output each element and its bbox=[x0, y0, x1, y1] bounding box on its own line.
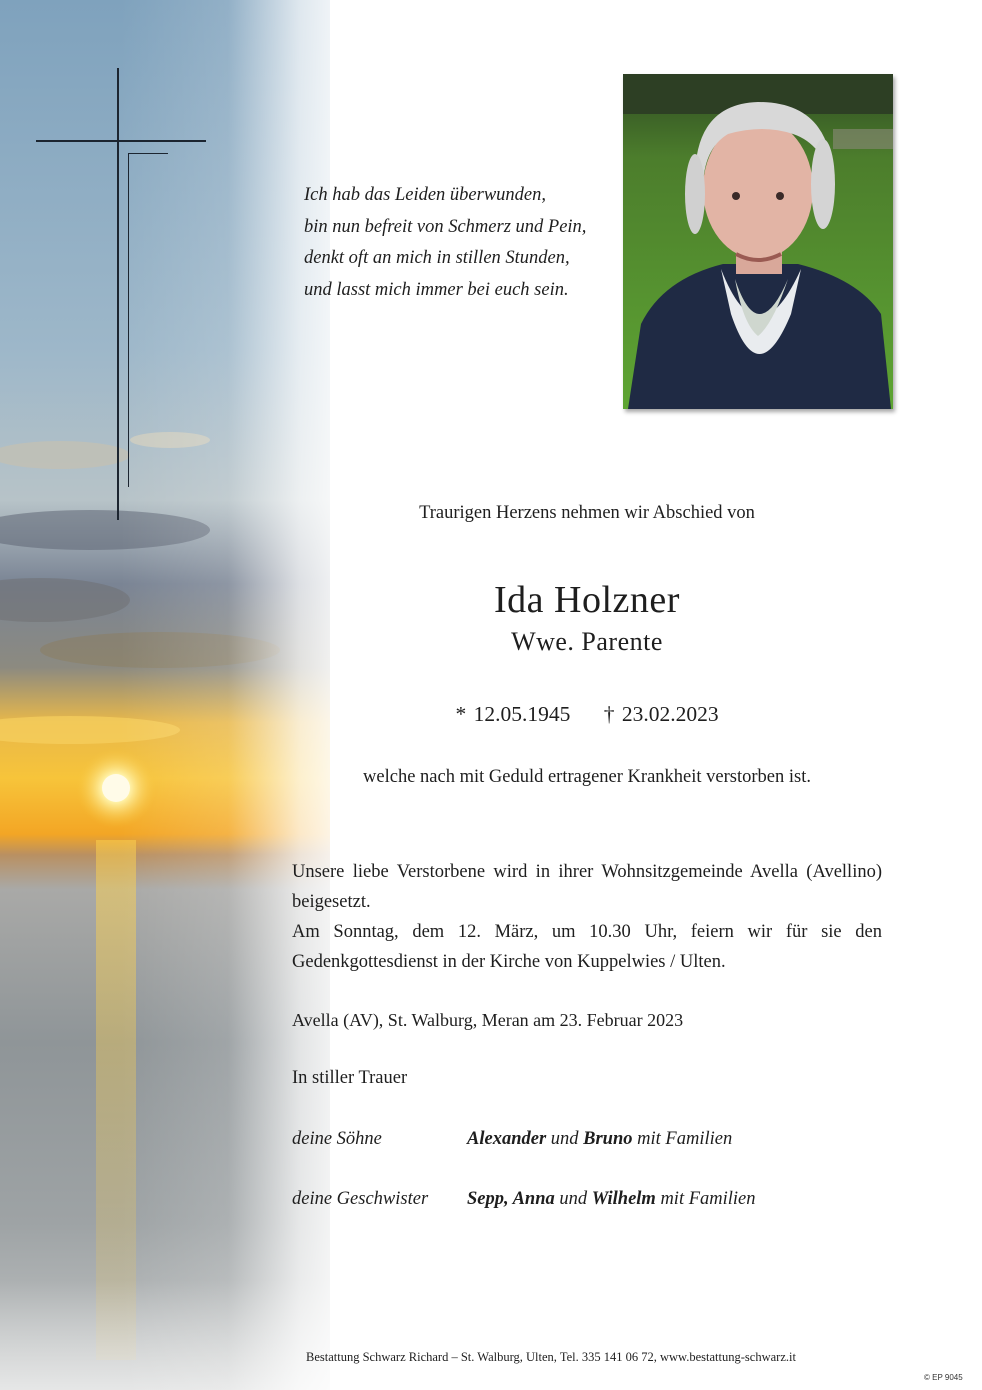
relative-name: Wilhelm bbox=[591, 1189, 656, 1209]
intro-text: Traurigen Herzens nehmen wir Abschied von bbox=[419, 503, 755, 523]
name-separator: und bbox=[546, 1129, 584, 1149]
relative-names bbox=[467, 1129, 732, 1150]
poem-line: Ich hab das Leiden überwunden, bbox=[304, 185, 547, 205]
template-code: © EP 9045 bbox=[924, 1373, 963, 1382]
funeral-announcement bbox=[292, 857, 882, 977]
cause-text: welche nach mit Geduld ertragener Krankheit verstorben ist. bbox=[363, 767, 811, 787]
relation-label: deine Geschwister bbox=[292, 1189, 429, 1209]
cross-icon bbox=[117, 68, 119, 520]
poem-line: bin nun befreit von Schmerz und Pein, bbox=[304, 216, 587, 237]
birth-date: * 12.05.1945 bbox=[455, 702, 571, 726]
cross-icon-shadow-bar bbox=[128, 153, 168, 154]
cross-icon-shadow bbox=[128, 153, 129, 487]
portrait-photo bbox=[623, 74, 893, 409]
mourning-text: In stiller Trauer bbox=[292, 1068, 408, 1088]
name-separator: und bbox=[554, 1189, 592, 1209]
deceased-name: Ida Holzner bbox=[494, 579, 680, 621]
name-suffix: mit Familien bbox=[632, 1129, 733, 1149]
relation-label: deine Söhne bbox=[292, 1129, 382, 1149]
name-suffix: mit Familien bbox=[655, 1189, 756, 1209]
relative-name: Alexander bbox=[467, 1129, 547, 1149]
burial-paragraph: Unsere liebe Verstorbene wird in ihrer Wohnsitzgemeinde Avella (Avellino) beigesetzt. bbox=[292, 862, 882, 912]
service-paragraph: Am Sonntag, dem 12. März, um 10.30 Uhr, feiern wir für sie den Gedenkgottesdienst in der Kirche von Kuppelwies / Ulten. bbox=[292, 922, 882, 972]
memorial-poem bbox=[304, 180, 614, 306]
relative-names bbox=[467, 1189, 756, 1210]
cross-icon-bar bbox=[36, 140, 206, 142]
death-date: † 23.02.2023 bbox=[603, 702, 719, 726]
relative-name: Bruno bbox=[583, 1129, 633, 1149]
place-date: Avella (AV), St. Walburg, Meran am 23. Februar 2023 bbox=[292, 1010, 684, 1030]
relative-name: Sepp, Anna bbox=[467, 1189, 555, 1209]
life-dates bbox=[290, 702, 884, 727]
poem-line: denkt oft an mich in stillen Stunden, bbox=[304, 248, 570, 268]
poem-line: und lasst mich immer bei euch sein. bbox=[304, 279, 569, 300]
deceased-alias: Wwe. Parente bbox=[511, 627, 663, 656]
funeral-home-footer: Bestattung Schwarz Richard – St. Walburg, Ulten, Tel. 335 141 06 72, www.bestattung-schwarz.it bbox=[306, 1350, 796, 1364]
